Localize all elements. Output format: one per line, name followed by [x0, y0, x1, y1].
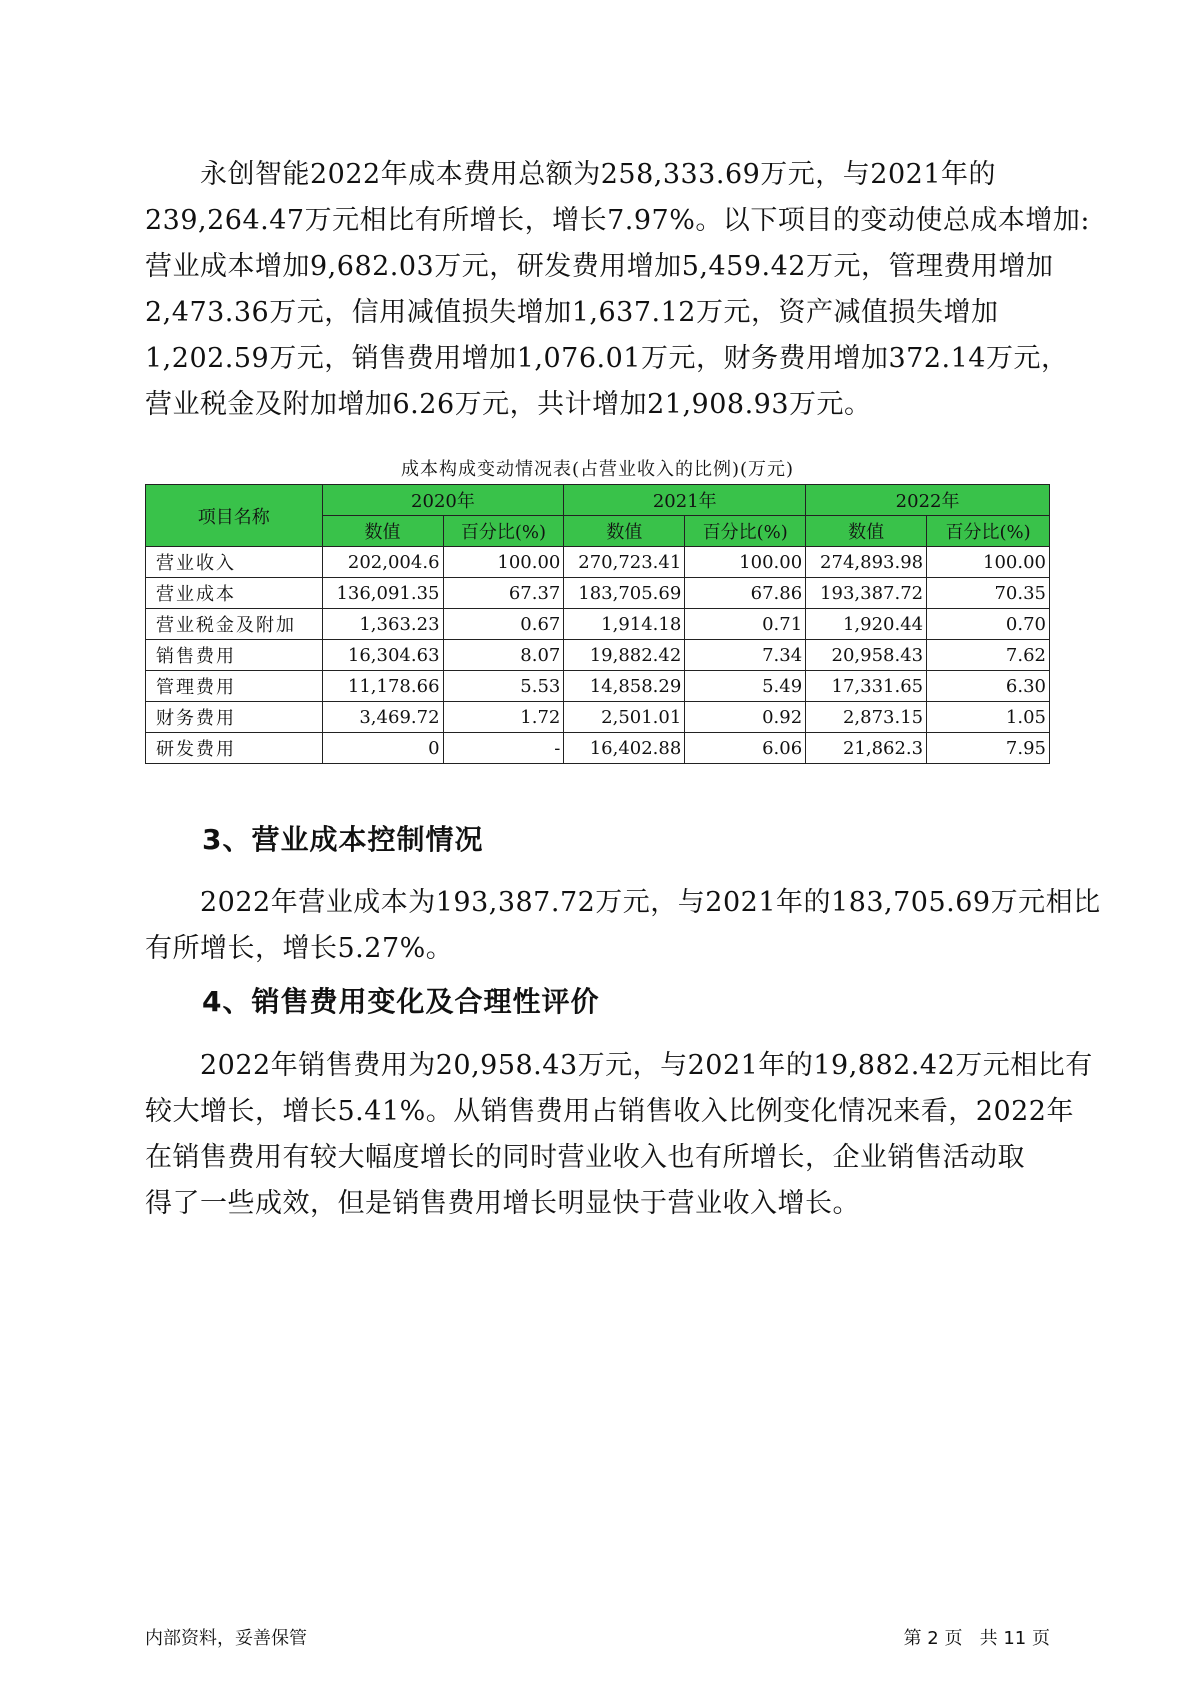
- table-row: [146, 702, 1050, 733]
- intro-line: 2,473.36万元，信用减值损失增加1,637.12万元，资产减值损失增加: [145, 297, 999, 328]
- cell-percent: 6.30: [927, 671, 1050, 702]
- cell-percent: 5.53: [443, 671, 564, 702]
- cell-value: 193,387.72: [806, 578, 927, 609]
- cell-value: 202,004.6: [322, 547, 443, 578]
- cell-value: 136,091.35: [322, 578, 443, 609]
- section4-line: 较大增长，增长5.41%。从销售费用占销售收入比例变化情况来看，2022年: [145, 1096, 1074, 1127]
- year-header-2020: 2020年: [322, 485, 564, 516]
- intro-line: 营业成本增加9,682.03万元，研发费用增加5,459.42万元，管理费用增加: [145, 251, 1054, 282]
- cell-percent: -: [443, 733, 564, 764]
- section3-line: 2022年营业成本为193,387.72万元，与2021年的183,705.69万元相比: [200, 887, 1101, 918]
- footer-page-number: 第 2 页 共 11 页: [903, 1628, 1050, 1649]
- cell-value: 21,862.3: [806, 733, 927, 764]
- year-header-2022: 2022年: [806, 485, 1050, 516]
- cell-percent: 7.34: [685, 640, 806, 671]
- cell-percent: 1.72: [443, 702, 564, 733]
- intro-paragraph: [145, 152, 1090, 428]
- value-header: 数值: [564, 516, 685, 547]
- table-row: [146, 671, 1050, 702]
- cell-percent: 0.71: [685, 609, 806, 640]
- section4-paragraph: [145, 1043, 1093, 1227]
- cell-percent: 100.00: [685, 547, 806, 578]
- cell-value: 1,363.23: [322, 609, 443, 640]
- table-caption: 成本构成变动情况表(占营业收入的比例)(万元): [400, 459, 795, 480]
- percent-header: 百分比(%): [685, 516, 806, 547]
- cell-value: 14,858.29: [564, 671, 685, 702]
- cell-percent: 0.67: [443, 609, 564, 640]
- cell-value: 16,402.88: [564, 733, 685, 764]
- cell-percent: 0.70: [927, 609, 1050, 640]
- row-name: 研发费用: [146, 733, 323, 764]
- table-row: [146, 733, 1050, 764]
- cell-value: 183,705.69: [564, 578, 685, 609]
- cell-value: 3,469.72: [322, 702, 443, 733]
- section4-line: 得了一些成效，但是销售费用增长明显快于营业收入增长。: [145, 1188, 860, 1219]
- row-name: 销售费用: [146, 640, 323, 671]
- intro-line: 永创智能2022年成本费用总额为258,333.69万元，与2021年的: [200, 159, 997, 190]
- cell-value: 2,873.15: [806, 702, 927, 733]
- cell-value: 19,882.42: [564, 640, 685, 671]
- percent-header: 百分比(%): [927, 516, 1050, 547]
- table-row: [146, 547, 1050, 578]
- row-name: 营业成本: [146, 578, 323, 609]
- intro-line: 239,264.47万元相比有所增长，增长7.97%。以下项目的变动使总成本增加:: [145, 205, 1090, 236]
- section4-line: 在销售费用有较大幅度增长的同时营业收入也有所增长，企业销售活动取: [145, 1142, 1025, 1173]
- item-name-header: 项目名称: [146, 485, 323, 547]
- table-row: [146, 609, 1050, 640]
- section3-line: 有所增长，增长5.27%。: [145, 933, 454, 964]
- cell-value: 16,304.63: [322, 640, 443, 671]
- intro-line: 营业税金及附加增加6.26万元，共计增加21,908.93万元。: [145, 389, 872, 420]
- cell-value: 270,723.41: [564, 547, 685, 578]
- row-name: 财务费用: [146, 702, 323, 733]
- cell-value: 1,914.18: [564, 609, 685, 640]
- cell-value: 1,920.44: [806, 609, 927, 640]
- section4-line: 2022年销售费用为20,958.43万元，与2021年的19,882.42万元相比有: [200, 1050, 1093, 1081]
- cost-structure-table: [145, 484, 1050, 764]
- cell-percent: 100.00: [927, 547, 1050, 578]
- intro-line: 1,202.59万元，销售费用增加1,076.01万元，财务费用增加372.14万元，: [145, 343, 1069, 374]
- cell-percent: 1.05: [927, 702, 1050, 733]
- cell-value: 20,958.43: [806, 640, 927, 671]
- cell-value: 0: [322, 733, 443, 764]
- table-row: [146, 640, 1050, 671]
- cell-value: 274,893.98: [806, 547, 927, 578]
- value-header: 数值: [806, 516, 927, 547]
- cell-percent: 67.37: [443, 578, 564, 609]
- row-name: 管理费用: [146, 671, 323, 702]
- cell-percent: 0.92: [685, 702, 806, 733]
- cell-percent: 7.95: [927, 733, 1050, 764]
- cell-percent: 67.86: [685, 578, 806, 609]
- footer-confidential-note: 内部资料，妥善保管: [145, 1628, 307, 1649]
- row-name: 营业收入: [146, 547, 323, 578]
- cell-percent: 100.00: [443, 547, 564, 578]
- percent-header: 百分比(%): [443, 516, 564, 547]
- cell-percent: 5.49: [685, 671, 806, 702]
- cell-percent: 70.35: [927, 578, 1050, 609]
- section3-heading: 3、营业成本控制情况: [202, 823, 484, 856]
- cell-value: 11,178.66: [322, 671, 443, 702]
- row-name: 营业税金及附加: [146, 609, 323, 640]
- cell-percent: 8.07: [443, 640, 564, 671]
- value-header: 数值: [322, 516, 443, 547]
- cell-value: 2,501.01: [564, 702, 685, 733]
- cell-value: 17,331.65: [806, 671, 927, 702]
- section3-paragraph: [145, 880, 1101, 972]
- table-row: [146, 578, 1050, 609]
- cell-percent: 6.06: [685, 733, 806, 764]
- year-header-2021: 2021年: [564, 485, 806, 516]
- section4-heading: 4、销售费用变化及合理性评价: [202, 985, 600, 1018]
- cell-percent: 7.62: [927, 640, 1050, 671]
